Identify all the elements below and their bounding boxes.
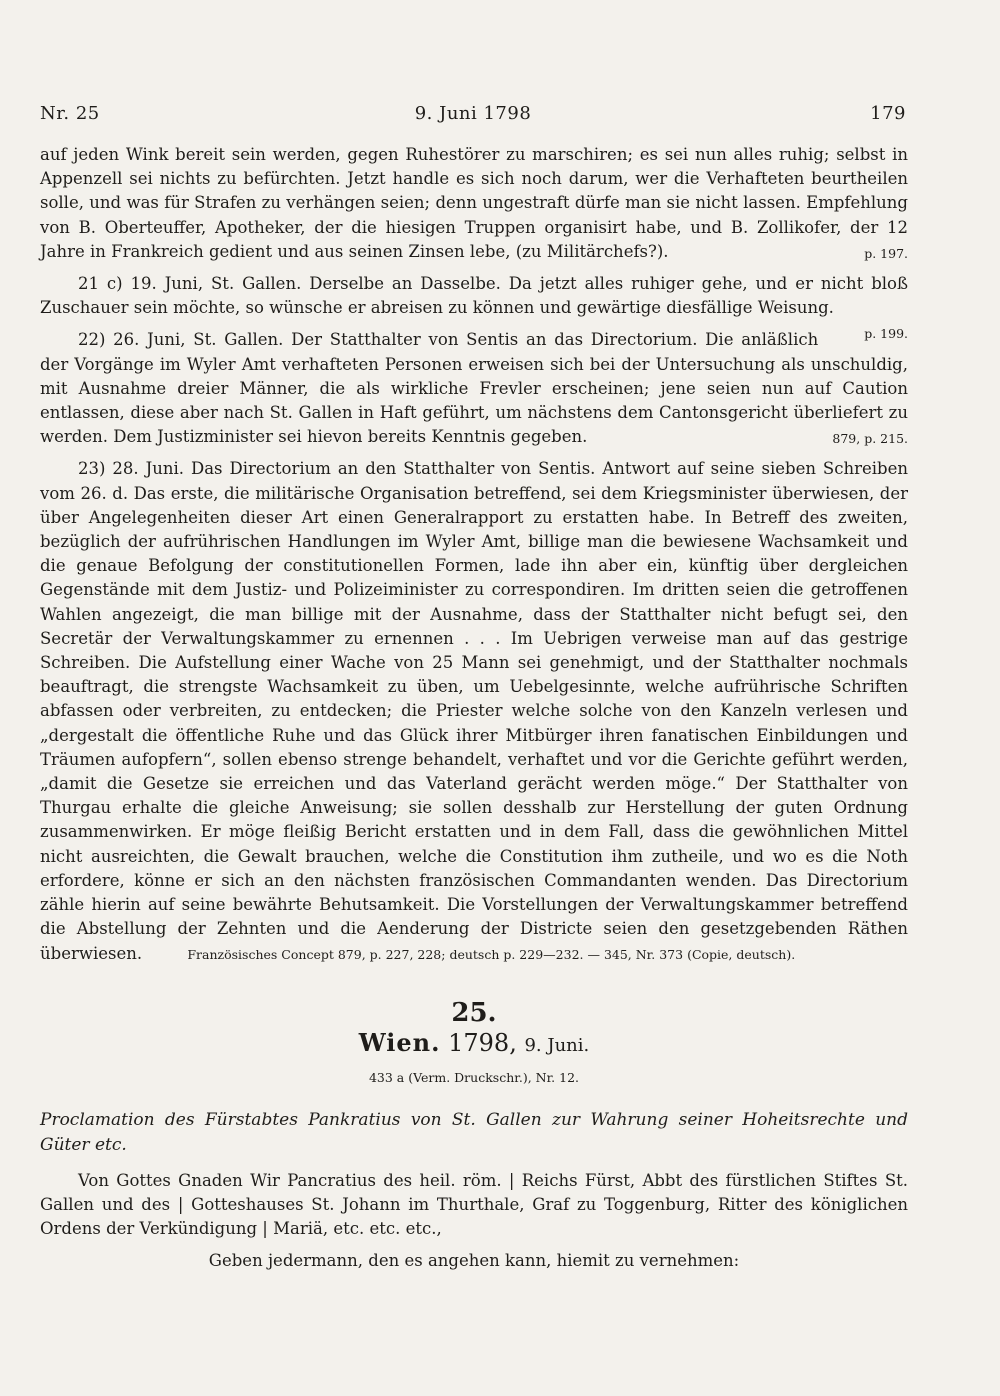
page-number: 179: [870, 103, 906, 124]
paragraph-text: 23) 28. Juni. Das Directorium an den Statthalter von Sentis. Antwort auf seine sieben Schreiben vom 26. d. Das erste, die militärische Organisation betreffend, sei dem Kriegsminister überwiesen, der über Angelegenheiten dieser Art einen Generalrapport zu erstatten habe. In Betreff des zweiten, bezüglich der aufrührischen Handlungen im Wyler Amt, billige man die bewiesene Wachsamkeit und die genaue Befolgung der constitutionellen Formen, lade ihn aber ein, künftig über dergleichen Gegenstände mit dem Justiz- und Polizeiminister zu correspondiren. Im dritten seien die getroffenen Wahlen angezeigt, die man billige mit der Ausnahme, dass der Statthalter nicht befugt sei, den Secretär der Verwaltungskammer zu ernennen . . . Im Uebrigen verweise man auf das gestrige Schreiben. Die Aufstellung einer Wache von 25 Mann sei genehmigt, und der Statthalter nochmals beauftragt, die strengste Wachsamkeit zu üben, um Uebelgesinnte, welche aufrührische Schriften abfassen oder verbreiten, zu entdecken; die Priester welche solche von den Kanzeln verlesen und „dergestalt die öffentliche Ruhe und das Glück ihrer Mitbürger ihren fanatischen Einbildungen und Träumen aufopfern“, sollen ebenso strenge behandelt, verhaftet und vor die Gerichte geführt werden, „damit die Gesetze sie erreichen und das Vaterland gerächt werden möge.“ Der Statthalter von Thurgau erhalte die gleiche Anweisung; sie sollen desshalb zur Herstellung der guten Ordnung zusammenwirken. Er möge fleißig Bericht erstatten und in dem Fall, dass die gewöhnlichen Mittel nicht ausreichten, die Gewalt brauchen, welche die Constitution ihm zutheile, und wo es die Noth erfordere, könne er sich an den nächsten französischen Commandanten wenden. Das Directorium zähle hierin auf seine bewährte Behutsamkeit. Die Vorstellungen der Verwaltungskammer betreffend die Abstellung der Zehnten und die Aenderung der Districte seien den gesetzgebenden Räthen überwiesen.: [40, 459, 908, 963]
paragraph-22: [40, 328, 908, 449]
paragraph-23: [40, 457, 908, 966]
paragraph-text: 22) 26. Juni, St. Gallen. Der Statthalter von Sentis an das Directorium. Die anläßlich der Vorgänge im Wyler Amt verhafteten Personen erweisen sich bei der Untersuchung als unschuldig, mit Ausnahme dreier Männer, die als wirkliche Frevler erscheinen; jene seien nun auf Caution entlassen, diese aber nach St. Gallen in Haft geführt, um nächstens dem Cantonsgericht überliefert zu werden. Dem Justizminister sei hievon bereits Kenntnis gegeben.: [40, 330, 908, 447]
document-title: Proclamation des Fürstabtes Pankratius von St. Gallen zur Wahrung seiner Hoheitsrechte und Güter etc.: [40, 1110, 908, 1155]
document-source: 433 a (Verm. Druckschr.), Nr. 12.: [368, 1070, 580, 1086]
paragraph-text: 21 c) 19. Juni, St. Gallen. Derselbe an Dasselbe. Da jetzt alles ruhiger gehe, und er nicht bloß Zuschauer sein möchte, so wünsche er abreisen zu können und gewärtige diesfällige Weisung.: [40, 274, 908, 318]
paragraph-21c: [40, 272, 908, 342]
archive-reference: Französisches Concept 879, p. 227, 228; deutsch p. 229—232. — 345, Nr. 373 (Copie, deutsch).: [187, 946, 796, 962]
document-number-header: Nr. 25: [40, 103, 100, 124]
paragraph-continued: [40, 143, 908, 264]
document-text-line: Geben jedermann, den es angehen kann, hiemit zu vernehmen:: [208, 1251, 740, 1271]
document-text-opening: Von Gottes Gnaden Wir Pancratius des heil. röm. | Reichs Fürst, Abbt des fürstlichen Stiftes St. Gallen und des | Gotteshauses St. Johann im Thurthale, Graf zu Toggenburg, Ritter des königlichen Ordens der Verkündigung | Mariä, etc. etc. etc.,: [40, 1170, 908, 1239]
archive-reference: 879, p. 215.: [832, 431, 908, 447]
archive-reference: p. 199.: [864, 326, 908, 342]
page-body: [40, 143, 908, 1282]
document-date: 9. Juni.: [524, 1034, 590, 1056]
date-header: 9. Juni 1798: [414, 103, 532, 124]
document-number: 25.: [451, 997, 497, 1028]
document-place: Wien.: [358, 1027, 441, 1057]
document-year: 1798,: [448, 1028, 517, 1057]
archive-reference: p. 197.: [864, 245, 908, 261]
document-place-date: [40, 1027, 908, 1058]
paragraph-text: auf jeden Wink bereit sein werden, gegen Ruhestörer zu marschiren; es sei nun alles ruhig; selbst in Appenzell sei nichts zu befürchten. Jetzt handle es sich noch darum, wer die Verhafteten beurtheilen solle, und was für Strafen zu verhängen seien; denn ungestraft dürfe man sie nicht lassen. Empfehlung von B. Oberteuffer, Apotheker, der die hiesigen Truppen organisirt habe, und B. Zollikofer, der 12 Jahre in Frankreich gedient und aus seinen Zinsen lebe, (zu Militärchefs?).: [40, 145, 908, 261]
